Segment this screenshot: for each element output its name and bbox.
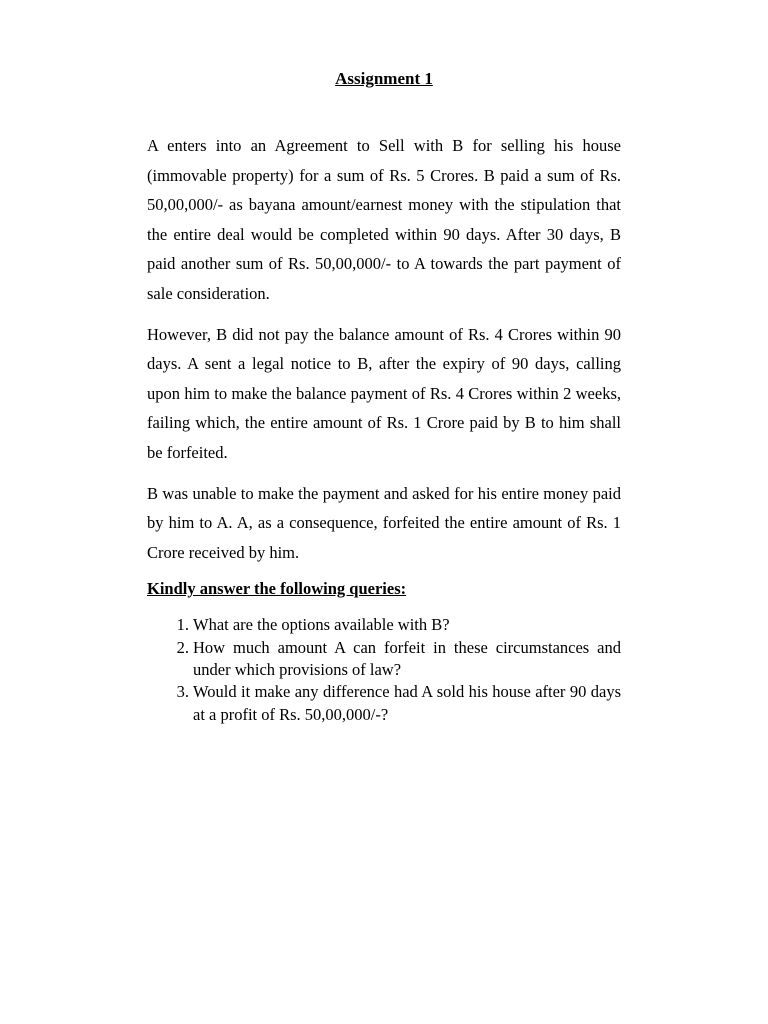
queries-list xyxy=(147,614,621,725)
query-number: 2. xyxy=(176,637,189,657)
query-text: What are the options available with B? xyxy=(193,615,450,635)
query-number: 3. xyxy=(176,682,189,702)
paragraph-forfeiture: B was unable to make the payment and asked for his entire money paid by him to A. A, as a consequence, forfeited the entire amount of Rs. 1 Crore received by him. xyxy=(147,483,621,562)
query-text: How much amount A can forfeit in these circumstances and under which provisions of law? xyxy=(193,637,621,679)
paragraph-default: However, B did not pay the balance amount of Rs. 4 Crores within 90 days. A sent a legal notice to B, after the expiry of 90 days, calling upon him to make the balance payment of Rs. 4 Crores within 2 weeks, failing which, the entire amount of Rs. 1 Crore paid by B to him shall be forfeited. xyxy=(147,324,621,462)
document-body xyxy=(147,131,621,726)
query-item xyxy=(176,614,621,636)
query-item xyxy=(176,681,621,726)
queries-heading: Kindly answer the following queries: xyxy=(147,579,407,599)
query-text: Would it make any difference had A sold his house after 90 days at a profit of Rs. 50,00,000/-? xyxy=(193,682,621,724)
query-number: 1. xyxy=(176,615,189,635)
query-item xyxy=(176,637,621,682)
paragraph-agreement: A enters into an Agreement to Sell with B for selling his house (immovable property) for a sum of Rs. 5 Crores. B paid a sum of Rs. 50,00,000/- as bayana amount/earnest money with the stipulation that the entire deal would be completed within 90 days. After 30 days, B paid another sum of Rs. 50,00,000/- to A towards the part payment of sale consideration. xyxy=(147,136,621,303)
document-title: Assignment 1 xyxy=(335,69,433,88)
